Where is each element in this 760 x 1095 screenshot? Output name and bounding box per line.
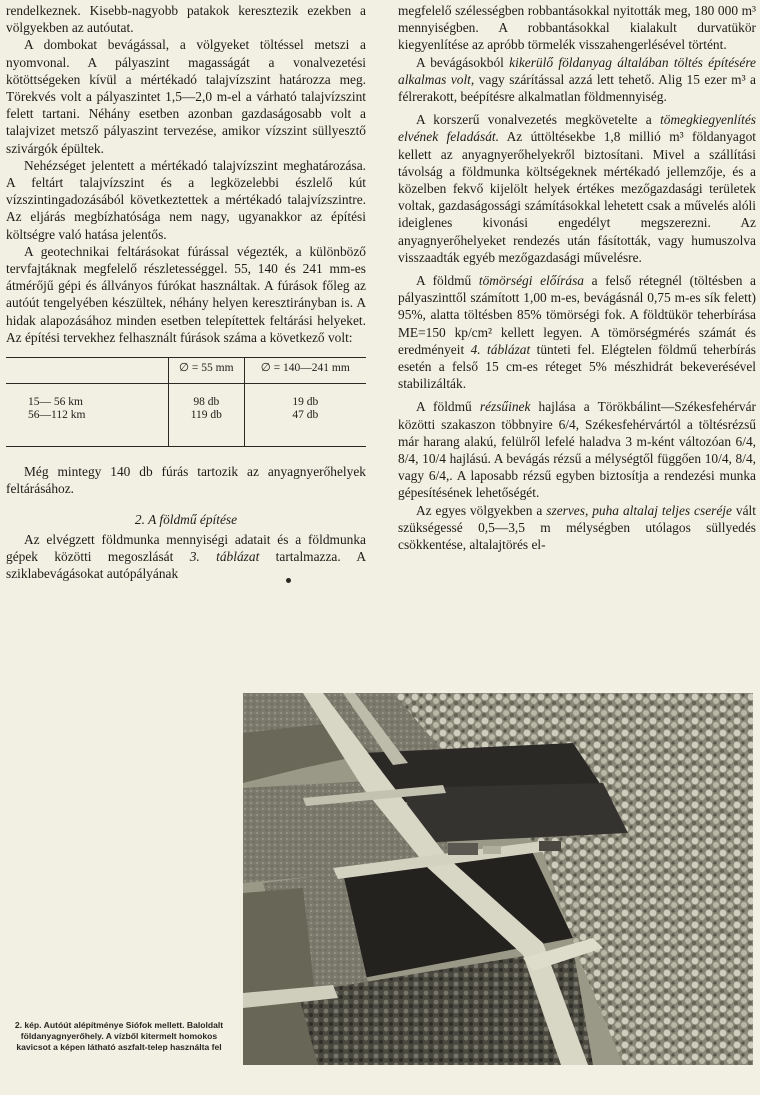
table-header-range bbox=[6, 358, 169, 384]
figure-caption: 2. kép. Autóút alépítménye Siófok mellett. Baloldalt földanyagnyerőhely. A vízből kitermelt homokos kavicsot a képen látható aszfalt-telep használta fel bbox=[14, 1020, 224, 1052]
emphasis: rézsűinek bbox=[479, 399, 531, 415]
text-run: Az úttöltésekbe 1,8 millió m³ földanyagot kellett az anyagnyerőhelyekről biztosítani. Mivel a szállítási távolság a földmunka költségeknek mértékadó jellemzője, és a közelben fekvő kijelölt helyek értékes mezőgazdasági területek voltak, gazdaságossági számításokkal lehetett csak a művelés alóli ideiglenes kivonási engedélyt megszerezni. Az anyagnyerőhelyeket rendezés után fásították, vagy humuszolva visszaadták egyéb mezőgazdasági művelésre. bbox=[398, 129, 756, 265]
paragraph bbox=[6, 531, 366, 583]
paragraph: Még mintegy 140 db fúrás tartozik az anyagnyerőhelyek feltárásához. bbox=[6, 464, 366, 497]
table-reference: 3. táblázat bbox=[189, 548, 260, 564]
paragraph bbox=[398, 272, 756, 392]
paragraph: A dombokat bevágással, a völgyeket töltéssel metszi a nyomvonal. A pályaszint magasságát a vonalvezetési kötöttségeken kívül a mértékadó talajvízszint határozza meg. Törekvés volt a pályaszintet 1,5—2,0 m-el a várható talajvízszint felett tartani. Néhány esetben azonban gazdaságosabb volt a talajvizet metsző pályaszint tervezése, amikor vízszint süllyesztő szivárgók épültek. bbox=[6, 37, 366, 156]
table-header-140-241mm: ∅ = 140—241 mm bbox=[244, 358, 366, 384]
left-column bbox=[6, 2, 366, 582]
table-row bbox=[6, 409, 366, 447]
table-cell-55mm: 119 db bbox=[169, 409, 245, 447]
table-header-row bbox=[6, 358, 366, 384]
table-cell-55mm: 98 db bbox=[169, 384, 245, 410]
drilling-table bbox=[6, 357, 366, 447]
emphasis: szerves, puha altalaj teljes cseréje bbox=[546, 502, 732, 518]
text-run: tünteti fel. Elégtelen földmű teherbírás esetén a felső 15 cm-es réteget 5% mészhidrát bekeverésével stabilizálták. bbox=[398, 341, 756, 392]
paragraph bbox=[398, 398, 756, 501]
paragraph: Nehézséget jelentett a mértékadó talajvízszint meghatározása. A feltárt talajvízszint és a legközelebbi észlelő kút vízszintingadozásából következtettek a mértékadó talajvízszintre. Az eljárás megbízhatósága nem nagy, ugyanakkor az építési költségre való hatása jelentős. bbox=[6, 157, 366, 242]
right-column bbox=[398, 2, 756, 553]
decorative-dot bbox=[286, 578, 291, 583]
paragraph: megfelelő szélességben robbantásokkal nyitották meg, 180 000 m³ mennyiségben. A robbantásokkal kialakult durvatükör kiegyenlítése az apróbb törmelék visszahengerlésével történt. bbox=[398, 3, 756, 53]
emphasis: tömörségi előírása bbox=[478, 273, 584, 289]
text-run: hajlása a Törökbálint—Székesfehérvár közötti szakaszon többnyire 6/4, Székesfehérvártól a töltésrézsű már harang alakú, felülről lefelé haladva 3 m-ként változóan 6/4, 8/4, 10/4 hajlású. A bevágás rézsű a mélységtől függően 10/4, 8/4, vagy 6/4,. A laposabb rézsű egyben biztosítja a rendezési munka gépesítésének lehetőségét. bbox=[398, 399, 756, 501]
paragraph: rendelkeznek. Kisebb-nagyobb patakok keresztezik ezekben a völgyekben az autóutat. bbox=[6, 3, 366, 36]
aerial-photo-illustration bbox=[243, 693, 753, 1065]
table-row bbox=[6, 384, 366, 410]
table-header-55mm: ∅ = 55 mm bbox=[169, 358, 245, 384]
text-run: A földmű bbox=[416, 273, 479, 289]
aerial-photo bbox=[243, 693, 753, 1065]
table-cell-140-241mm: 19 db bbox=[244, 384, 366, 410]
table-reference: 4. táblázat bbox=[470, 341, 531, 357]
paragraph bbox=[398, 111, 756, 266]
paragraph bbox=[398, 54, 756, 106]
text-run: Az elvégzett földmunka mennyiségi adatait és a földmunka gépek közötti megoszlását bbox=[6, 531, 366, 564]
text-run: vált szükségessé 0,5—3,5 m mélységben utólagos süllyedés csökkentése, altalajtörés el- bbox=[398, 502, 756, 553]
text-run: tartalmazza. A sziklabevágásokat autópályának bbox=[6, 548, 367, 582]
table-cell-range: 56—112 km bbox=[6, 409, 169, 447]
text-run: A korszerű vonalvezetés megkövetelte a bbox=[416, 112, 661, 128]
text-run: vagy szárítással azzá lett tehető. Alig 15 ezer m³ a félrerakott, beépítésre alkalmatlan földmennyiség. bbox=[398, 71, 756, 105]
emphasis: kikerülő földanyag általában töltés építésére alkalmas volt, bbox=[398, 54, 756, 87]
text-run: a felső rétegnél (töltésben a pályaszinttől számított 1,00 m-es, bevágásnál 0,75 m-es sík felett) 95%, alatta töltésben 85% tömörségi fok. A földtükör teherbírása ME=150 kp/cm² kellett legyen. A tömörségmérés számát és eredményeit bbox=[398, 273, 756, 357]
paragraph: A geotechnikai feltárásokat fúrással végezték, a különböző tervfajtáknak megfelelő részletességgel. 55, 140 és 241 mm-es átmérőjű gépi és állványos fúrókat használtak. A fúrások főleg az autóút tengelyében készültek, néhány helyen keresztirányban is. A hidak alapozásához minden esetben telepítettek feltárási helyeket. Az építési tervekhez felhasznált fúrások száma a következő volt: bbox=[6, 243, 366, 345]
section-heading: 2. A földmű építése bbox=[134, 512, 238, 528]
text-run: A bevágásokból bbox=[416, 54, 510, 70]
table-cell-140-241mm: 47 db bbox=[244, 409, 366, 447]
table-cell-range: 15— 56 km bbox=[28, 396, 83, 409]
emphasis: tömegkiegyenlítés elvének feladását. bbox=[398, 112, 756, 145]
text-run: Az egyes völgyekben a bbox=[416, 502, 547, 518]
text-run: A földmű bbox=[416, 399, 480, 415]
paragraph bbox=[398, 502, 756, 554]
